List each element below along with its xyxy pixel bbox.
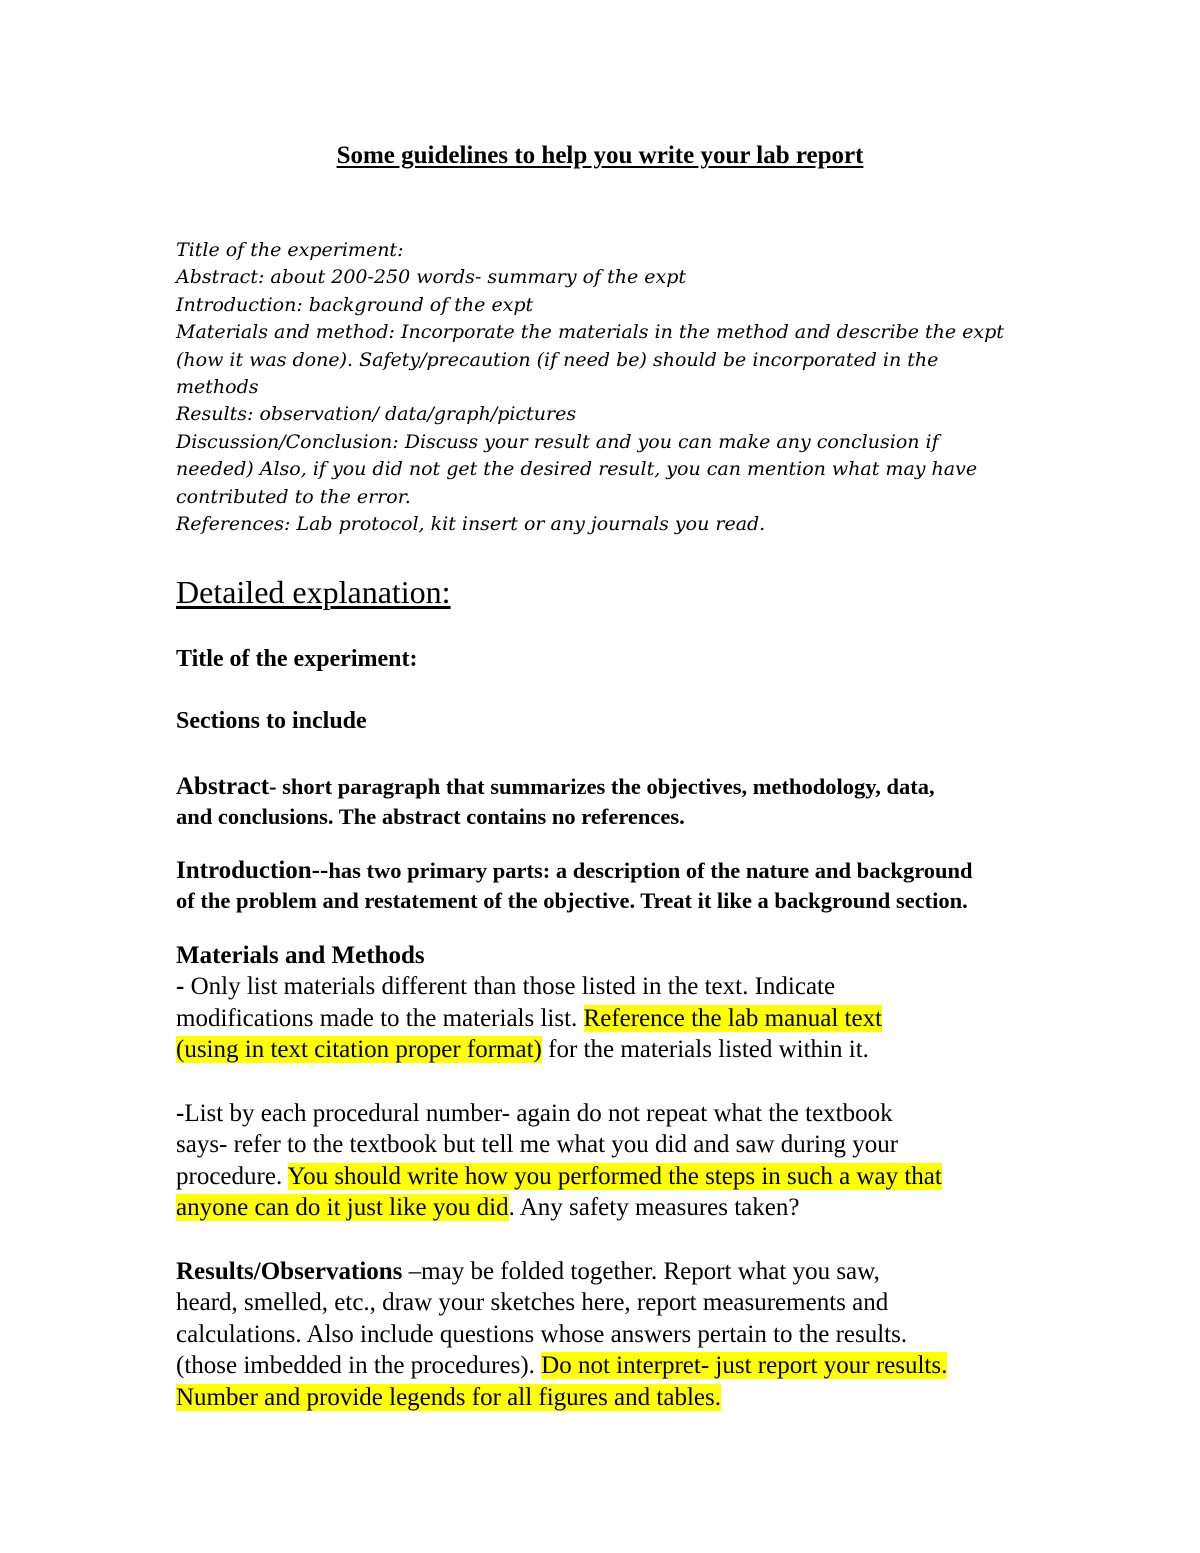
procedure-line: . Any safety measures taken? <box>508 1194 800 1222</box>
introduction-line: has two primary parts: a description of the nature and background <box>328 858 973 883</box>
materials-heading: Materials and Methods <box>176 942 425 969</box>
outline-line: methods <box>176 376 259 399</box>
abstract-line: - short paragraph that summarizes the objectives, methodology, data, <box>269 774 935 799</box>
procedure-line: List by each procedural number- again do not repeat what the textbook <box>184 1100 893 1127</box>
highlighted-text: You should write how you performed the steps in such a way that <box>287 1162 942 1190</box>
title-heading: Title of the experiment: <box>176 646 418 672</box>
highlighted-text: Reference the lab manual text <box>583 1004 883 1032</box>
materials-methods-section <box>176 940 1056 1066</box>
materials-line: Only list materials different than those listed in the text. Indicate <box>184 973 836 1001</box>
sections-heading: Sections to include <box>176 708 367 734</box>
abstract-lead: Abstract <box>176 773 270 800</box>
procedure-dash: - <box>176 1100 185 1127</box>
document-title: Some guidelines to help you write your lab report <box>336 142 864 169</box>
results-lead: Results/Observations <box>176 1258 403 1285</box>
results-line: calculations. Also include questions whose answers pertain to the results. <box>176 1320 908 1348</box>
outline-line: Introduction: background of the expt <box>176 293 534 316</box>
procedure-line: says- refer to the textbook but tell me what you did and saw during your <box>176 1131 899 1159</box>
results-paragraph <box>176 1256 1056 1413</box>
highlighted-text: anyone can do it just like you did <box>176 1194 509 1222</box>
results-line: (those imbedded in the procedures). <box>176 1352 542 1380</box>
procedure-paragraph <box>176 1098 1056 1224</box>
report-outline <box>176 237 1056 538</box>
abstract-paragraph <box>176 772 1056 832</box>
outline-line: (how it was done). Safety/precaution (if need be) should be incorporated in the <box>176 348 939 371</box>
highlighted-text: Number and provide legends for all figures and tables. <box>176 1383 721 1411</box>
abstract-line: and conclusions. The abstract contains no references. <box>176 804 685 829</box>
materials-dash: - <box>176 973 185 1001</box>
outline-line: References: Lab protocol, kit insert or any journals you read. <box>176 513 766 536</box>
outline-line: needed) Also, if you did not get the desired result, you can mention what may have <box>176 458 978 481</box>
outline-line: contributed to the error. <box>176 485 411 508</box>
results-line: –may be folded together. Report what you saw, <box>402 1258 880 1285</box>
outline-line: Discussion/Conclusion: Discuss your result and you can make any conclusion if <box>176 430 939 453</box>
introduction-paragraph <box>176 856 1056 916</box>
results-line: heard, smelled, etc., draw your sketches here, report measurements and <box>176 1289 889 1317</box>
highlighted-text: (using in text citation proper format) <box>176 1036 542 1064</box>
procedure-line: procedure. <box>176 1162 288 1190</box>
outline-line: Title of the experiment: <box>176 239 404 261</box>
materials-line: modifications made to the materials list. <box>176 1004 584 1032</box>
outline-line: Abstract: about 200-250 words- summary of the expt <box>176 266 687 289</box>
highlighted-text: Do not interpret- just report your results. <box>541 1352 948 1380</box>
outline-line: Results: observation/ data/graph/pictures <box>176 403 577 426</box>
materials-line: for the materials listed within it. <box>541 1036 869 1064</box>
introduction-lead: Introduction-- <box>176 857 329 884</box>
introduction-line: of the problem and restatement of the objective. Treat it like a background section. <box>176 888 968 913</box>
detailed-explanation-heading: Detailed explanation: <box>176 574 451 610</box>
outline-line: Materials and method: Incorporate the materials in the method and describe the expt <box>176 321 1004 344</box>
